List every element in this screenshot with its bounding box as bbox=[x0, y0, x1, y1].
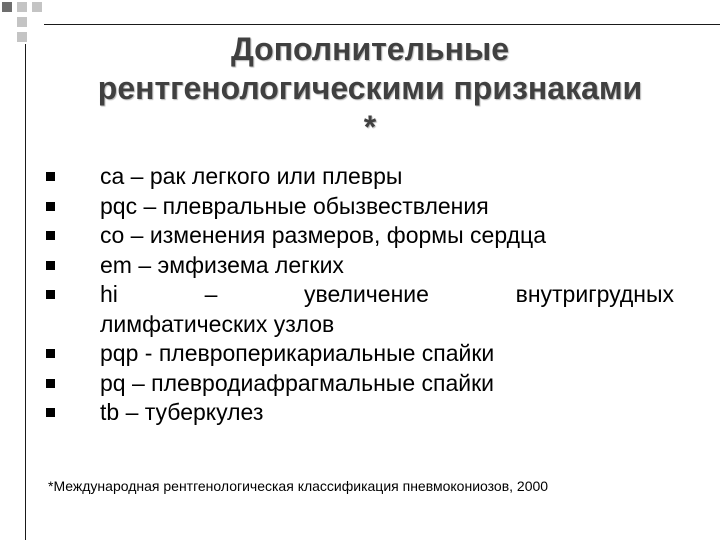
decor-square bbox=[17, 2, 27, 12]
bullet-list bbox=[44, 162, 674, 428]
list-item bbox=[44, 369, 674, 399]
slide-title bbox=[20, 30, 720, 147]
list-item-text: pq – плевродиафрагмальные спайки bbox=[100, 369, 494, 396]
decor-square bbox=[32, 2, 42, 12]
list-item bbox=[44, 192, 674, 222]
list-item-text: pqp - плевроперикариальные спайки bbox=[100, 340, 495, 366]
list-item-text: tb – туберкулез bbox=[100, 399, 264, 425]
list-item bbox=[44, 280, 674, 339]
square-bullet-icon bbox=[46, 202, 55, 211]
list-item-continuation: лимфатических узлов bbox=[100, 310, 335, 337]
list-item bbox=[44, 221, 674, 251]
list-item bbox=[44, 339, 674, 369]
list-item-text: pqc – плевральные обызвествления bbox=[100, 192, 489, 219]
square-bullet-icon bbox=[46, 290, 55, 299]
square-bullet-icon bbox=[46, 349, 55, 358]
title-line-3: * bbox=[363, 109, 377, 145]
decor-square bbox=[2, 2, 12, 12]
title-line-2: рентгенологическими признаками bbox=[97, 70, 643, 106]
square-bullet-icon bbox=[46, 231, 55, 240]
square-bullet-icon bbox=[46, 261, 55, 270]
list-item-text: hi – увеличение внутригрудных bbox=[100, 281, 674, 307]
list-item bbox=[44, 162, 674, 192]
list-item-text: co – изменения размеров, формы сердца bbox=[100, 222, 546, 248]
list-item-text: ca – рак легкого или плевры bbox=[100, 163, 403, 189]
list-item bbox=[44, 398, 674, 428]
decor-line-horizontal bbox=[44, 24, 720, 25]
square-bullet-icon bbox=[46, 379, 55, 388]
square-bullet-icon bbox=[46, 408, 55, 417]
title-line-1: Дополнительные bbox=[230, 31, 510, 67]
list-item bbox=[44, 251, 674, 281]
list-item-text: em – эмфизема легких bbox=[100, 251, 344, 278]
footnote: *Международная рентгенологическая классификация пневмокониозов, 2000 bbox=[48, 478, 549, 494]
decor-square bbox=[17, 17, 27, 27]
square-bullet-icon bbox=[46, 172, 55, 181]
